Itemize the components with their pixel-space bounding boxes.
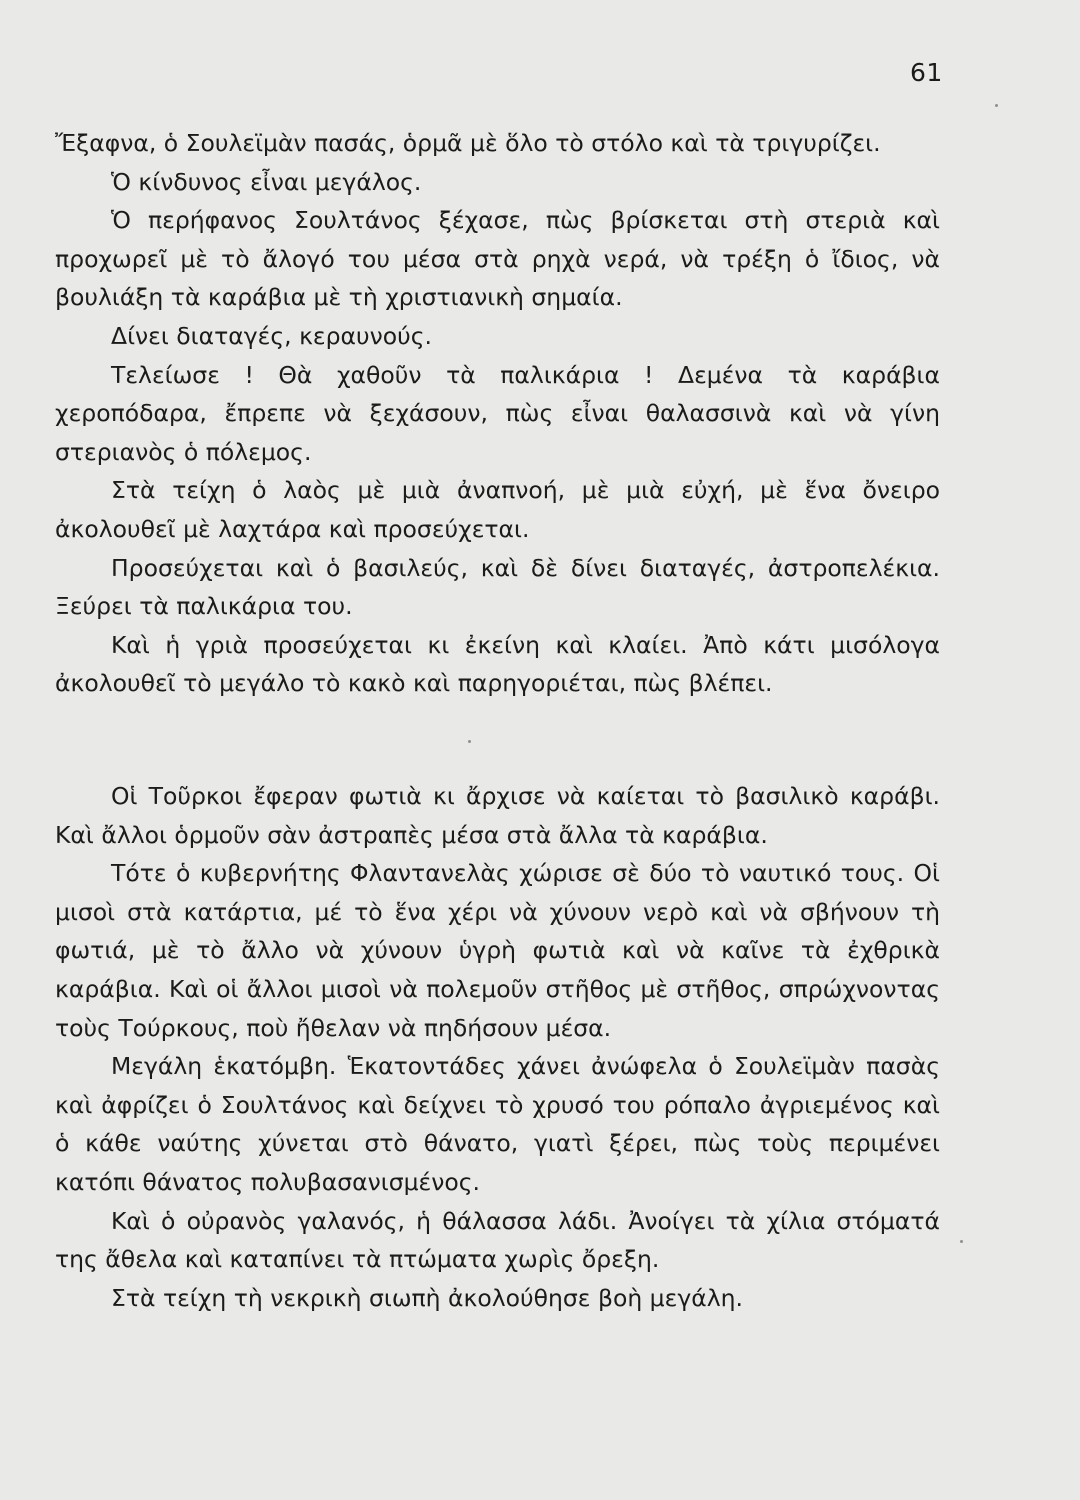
paragraph: Μεγάλη ἑκατόμβη. Ἑκατοντάδες χάνει ἀνώφελα ὁ Σουλεϊμὰν πασὰς καὶ ἀφρίζει ὁ Σουλτάνος καὶ δείχνει τὸ χρυσό του ρόπαλο ἀγριεμένος καὶ ὁ κάθε ναύτης χύνεται στὸ θάνατο, γιατὶ ξέρει, πὼς τοὺς περιμένει κατόπι θάνατος πολυβασανισμένος. bbox=[55, 1052, 940, 1196]
paragraph: Στὰ τείχη τὴ νεκρικὴ σιωπὴ ἀκολούθησε βοὴ μεγάλη. bbox=[111, 1283, 744, 1312]
paragraph: Ὁ περήφανος Σουλτάνος ξέχασε, πὼς βρίσκεται στὴ στεριὰ καὶ προχωρεῖ μὲ τὸ ἄλογό του μέσα στὰ ρηχὰ νερά, νὰ τρέξη ὁ ἴδιος, νὰ βουλιάξη τὰ καράβια μὲ τὴ χριστιανικὴ σημαία. bbox=[55, 206, 940, 312]
paragraph: Ὁ κίνδυνος εἶναι μεγάλος. bbox=[111, 167, 422, 196]
page-number: 61 bbox=[910, 58, 943, 87]
paragraph: Καὶ ὁ οὐρανὸς γαλανός, ἡ θάλασσα λάδι. Ἀνοίγει τὰ χίλια στόματά της ἄθελα καὶ καταπίνει τὰ πτώματα χωρὶς ὄρεξη. bbox=[55, 1206, 940, 1274]
paragraph: Δίνει διαταγές, κεραυνούς. bbox=[111, 321, 433, 350]
paragraph: Τελείωσε ! Θὰ χαθοῦν τὰ παλικάρια ! Δεμένα τὰ καράβια χεροπόδαρα, ἔπρεπε νὰ ξεχάσουν, πὼς εἶναι θαλασσινὰ καὶ νὰ γίνη στεριανὸς ὁ πόλεμος. bbox=[55, 360, 940, 466]
paper-speck bbox=[995, 104, 998, 107]
paragraph: Ἔξαφνα, ὁ Σουλεϊμὰν πασάς, ὁρμᾶ μὲ ὅλο τὸ στόλο καὶ τὰ τριγυρίζει. bbox=[55, 129, 881, 157]
paper-speck bbox=[960, 1240, 963, 1243]
paragraph: Προσεύχεται καὶ ὁ βασιλεύς, καὶ δὲ δίνει διαταγές, ἀστροπελέκια. Ξεύρει τὰ παλικάρια του. bbox=[55, 553, 940, 621]
paragraph: Καὶ ἡ γριὰ προσεύχεται κι ἐκείνη καὶ κλαίει. Ἀπὸ κάτι μισόλογα ἀκολουθεῖ τὸ μεγάλο τὸ κακὸ καὶ παρηγοριέται, πὼς βλέπει. bbox=[55, 630, 940, 698]
text-section-2 bbox=[55, 777, 940, 1317]
paper-speck bbox=[468, 740, 471, 743]
paragraph: Τότε ὁ κυβερνήτης Φλαντανελὰς χώρισε σὲ δύο τὸ ναυτικό τους. Οἱ μισοὶ στὰ κατάρτια, μέ τὸ ἕνα χέρι νὰ χύνουν νερὸ καὶ νὰ σβήνουν τὴ φωτιά, μὲ τὸ ἄλλο νὰ χύνουν ὑγρὴ φωτιὰ καὶ νὰ καῖνε τὰ ἐχθρικὰ καράβια. Καὶ οἱ ἄλλοι μισοὶ νὰ πολεμοῦν στῆθος μὲ στῆθος, σπρώχνοντας τοὺς Τούρκους, ποὺ ἤθελαν νὰ πηδήσουν μέσα. bbox=[55, 859, 940, 1042]
text-section-1 bbox=[55, 124, 940, 703]
paragraph: Οἱ Τοῦρκοι ἔφεραν φωτιὰ κι ἄρχισε νὰ καίεται τὸ βασιλικὸ καράβι. Καὶ ἄλλοι ὁρμοῦν σὰν ἀστραπὲς μέσα στὰ ἄλλα τὰ καράβια. bbox=[55, 782, 940, 849]
paragraph: Στὰ τείχη ὁ λαὸς μὲ μιὰ ἀναπνοή, μὲ μιὰ εὐχή, μὲ ἕνα ὄνειρο ἀκολουθεῖ μὲ λαχτάρα καὶ προσεύχεται. bbox=[55, 476, 940, 543]
